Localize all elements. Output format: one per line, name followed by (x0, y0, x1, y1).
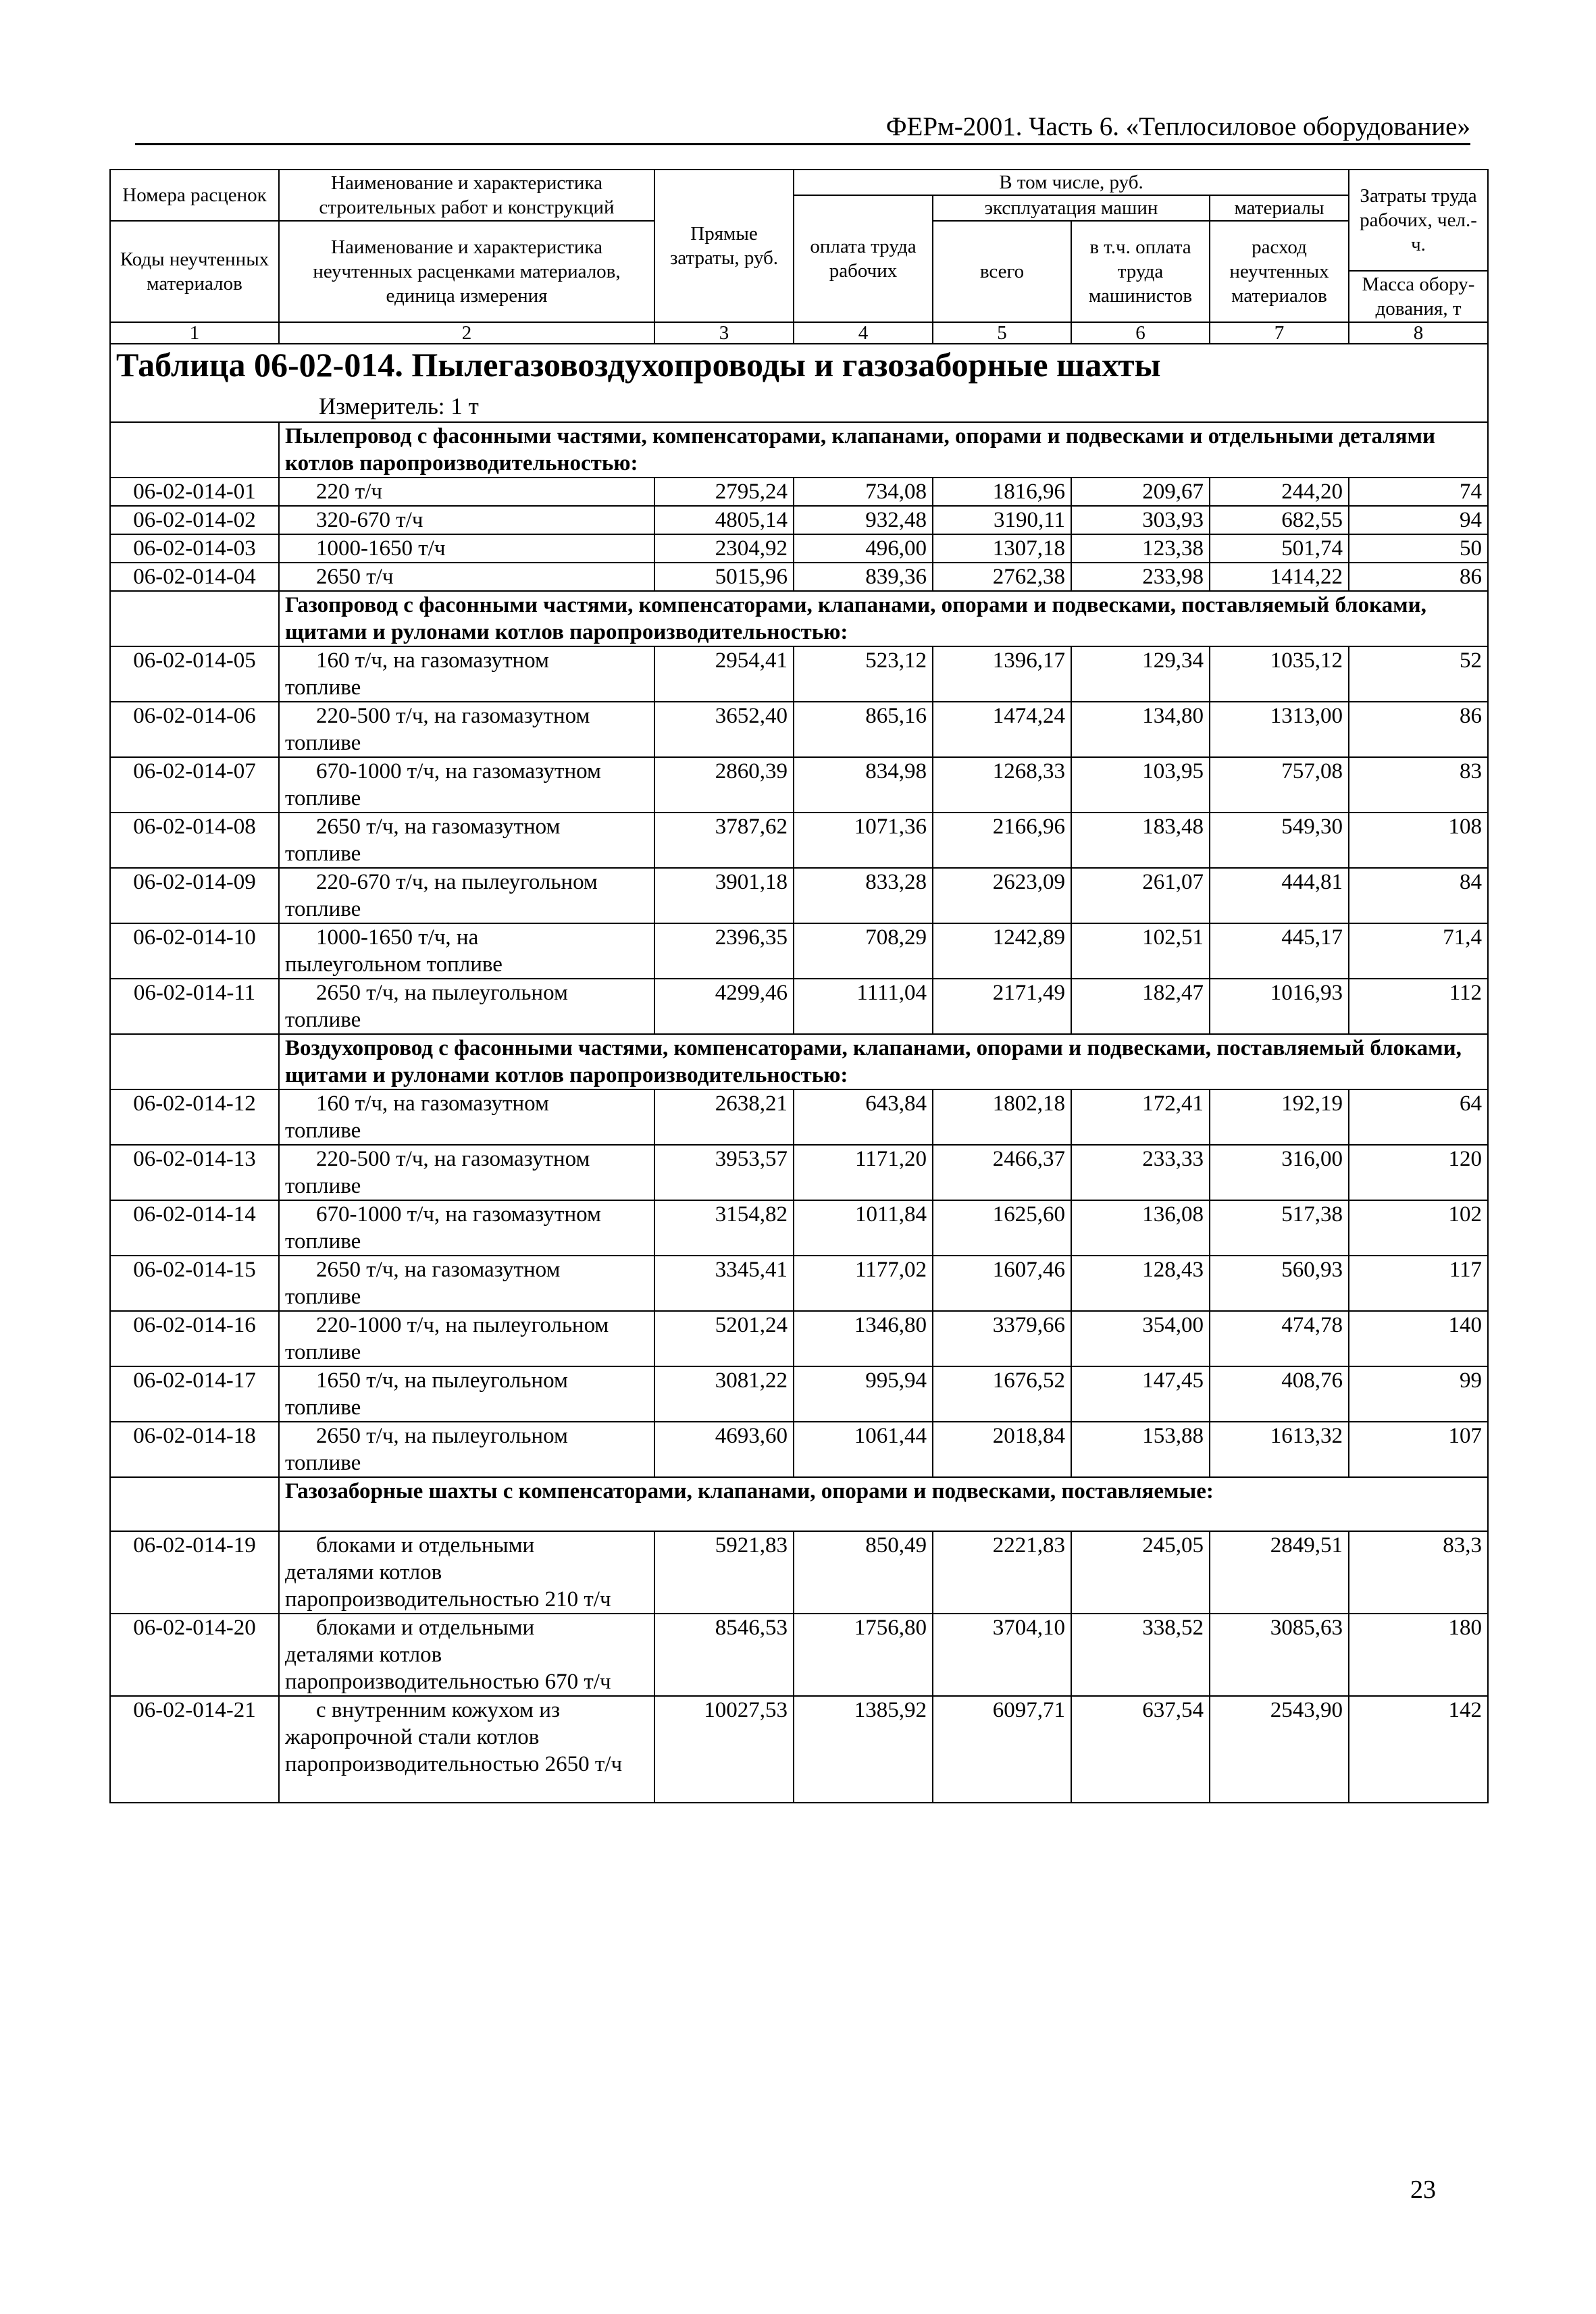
section-heading: Газозаборные шахты с компенсаторами, клапанами, опорами и подвесками, поставляемые: (279, 1477, 1488, 1531)
labor-costs: 64 (1349, 1089, 1488, 1145)
work-name-first: 1000-1650 т/ч, на (316, 925, 479, 950)
machinists-pay: 338,52 (1071, 1614, 1210, 1696)
machines-total: 3190,11 (933, 506, 1071, 534)
col-works-name-header: Наименование и характеристика строительных работ и конструкций (279, 170, 654, 221)
work-name-rest: деталями котлов паропроизводительностью 210 т/ч (285, 1560, 611, 1612)
work-name (279, 979, 654, 1034)
rate-code: 06-02-014-15 (110, 1256, 279, 1311)
table-row (110, 702, 1488, 757)
workers-pay: 1385,92 (794, 1696, 933, 1803)
work-name-rest: жаропрочной стали котлов паропроизводительностью 2650 т/ч (285, 1725, 623, 1776)
labor-costs: 94 (1349, 506, 1488, 534)
materials-consumption: 560,93 (1210, 1256, 1349, 1311)
machinists-pay: 354,00 (1071, 1311, 1210, 1366)
column-number: 4 (794, 322, 933, 344)
workers-pay: 1061,44 (794, 1422, 933, 1477)
labor-costs: 86 (1349, 563, 1488, 591)
direct-costs: 4299,46 (654, 979, 794, 1034)
section-heading-spacer (110, 1034, 279, 1089)
column-number: 6 (1071, 322, 1210, 344)
work-name (279, 1145, 654, 1200)
workers-pay: 834,98 (794, 757, 933, 813)
rate-code: 06-02-014-05 (110, 646, 279, 702)
work-name (279, 702, 654, 757)
work-name-rest: топливе (285, 842, 361, 866)
work-name-text: 2650 т/ч (316, 565, 394, 589)
work-name-first: с внутренним кожухом из (316, 1698, 561, 1722)
materials-consumption: 757,08 (1210, 757, 1349, 813)
rate-code: 06-02-014-09 (110, 868, 279, 923)
machinists-pay: 134,80 (1071, 702, 1210, 757)
machinists-pay: 209,67 (1071, 478, 1210, 506)
table-row (110, 1531, 1488, 1614)
machinists-pay: 136,08 (1071, 1200, 1210, 1256)
work-name (279, 1200, 654, 1256)
machinists-pay: 261,07 (1071, 868, 1210, 923)
work-name (279, 1696, 654, 1803)
col-in-that-number-header: В том числе, руб. (794, 170, 1349, 195)
workers-pay: 1171,20 (794, 1145, 933, 1200)
work-name-rest: пылеугольном топливе (285, 952, 503, 977)
table-title-cell (110, 344, 1488, 422)
machines-total: 1802,18 (933, 1089, 1071, 1145)
direct-costs: 4805,14 (654, 506, 794, 534)
direct-costs: 2638,21 (654, 1089, 794, 1145)
rate-code: 06-02-014-16 (110, 1311, 279, 1366)
machines-total: 1268,33 (933, 757, 1071, 813)
work-name-rest: топливе (285, 1451, 361, 1475)
direct-costs: 2954,41 (654, 646, 794, 702)
machines-total: 2762,38 (933, 563, 1071, 591)
table-row (110, 563, 1488, 591)
workers-pay: 523,12 (794, 646, 933, 702)
labor-costs: 108 (1349, 813, 1488, 868)
direct-costs: 2396,35 (654, 923, 794, 979)
machinists-pay: 123,38 (1071, 534, 1210, 563)
col-machines-total-header: всего (933, 221, 1071, 322)
machinists-pay: 128,43 (1071, 1256, 1210, 1311)
machinists-pay: 303,93 (1071, 506, 1210, 534)
direct-costs: 3081,22 (654, 1366, 794, 1422)
section-heading: Пылепровод с фасонными частями, компенсаторами, клапанами, опорами и подвесками и отдельными деталями котлов паропроизводительностью: (279, 422, 1488, 478)
machinists-pay: 172,41 (1071, 1089, 1210, 1145)
table-row (110, 1366, 1488, 1422)
workers-pay: 839,36 (794, 563, 933, 591)
col-materials-codes-header: Коды неучтенных материалов (110, 221, 279, 322)
machines-total: 1676,52 (933, 1366, 1071, 1422)
table-row (110, 868, 1488, 923)
work-name (279, 1614, 654, 1696)
materials-consumption: 549,30 (1210, 813, 1349, 868)
machines-total: 2623,09 (933, 868, 1071, 923)
rate-code: 06-02-014-21 (110, 1696, 279, 1803)
machinists-pay: 637,54 (1071, 1696, 1210, 1803)
direct-costs: 2795,24 (654, 478, 794, 506)
direct-costs: 10027,53 (654, 1696, 794, 1803)
labor-costs: 52 (1349, 646, 1488, 702)
rate-code: 06-02-014-12 (110, 1089, 279, 1145)
machines-total: 1625,60 (933, 1200, 1071, 1256)
materials-consumption: 2543,90 (1210, 1696, 1349, 1803)
table-row (110, 1422, 1488, 1477)
direct-costs: 4693,60 (654, 1422, 794, 1477)
work-name-first: 160 т/ч, на газомазутном (316, 1091, 549, 1116)
table-row (110, 534, 1488, 563)
workers-pay: 734,08 (794, 478, 933, 506)
work-name (279, 478, 654, 506)
rate-code: 06-02-014-20 (110, 1614, 279, 1696)
section-heading: Воздухопровод с фасонными частями, компенсаторами, клапанами, опорами и подвесками, поставляемый блоками, щитами и рулонами котлов паропроизводительностью: (279, 1034, 1488, 1089)
machinists-pay: 129,34 (1071, 646, 1210, 702)
table-row (110, 1311, 1488, 1366)
section-heading-spacer (110, 1477, 279, 1531)
rate-code: 06-02-014-14 (110, 1200, 279, 1256)
direct-costs: 3953,57 (654, 1145, 794, 1200)
workers-pay: 1756,80 (794, 1614, 933, 1696)
materials-consumption: 445,17 (1210, 923, 1349, 979)
labor-costs: 50 (1349, 534, 1488, 563)
work-name-first: 220-500 т/ч, на газомазутном (316, 1147, 590, 1171)
rate-code: 06-02-014-18 (110, 1422, 279, 1477)
section-heading-spacer (110, 422, 279, 478)
workers-pay: 850,49 (794, 1531, 933, 1614)
direct-costs: 5015,96 (654, 563, 794, 591)
col-materials-name-header: Наименование и характеристика неучтенных расценками материалов, единица измерения (279, 221, 654, 322)
machinists-pay: 183,48 (1071, 813, 1210, 868)
materials-consumption: 444,81 (1210, 868, 1349, 923)
work-name-first: 1650 т/ч, на пылеугольном (316, 1368, 568, 1393)
table-row (110, 1089, 1488, 1145)
machines-total: 2018,84 (933, 1422, 1071, 1477)
section-heading-spacer (110, 591, 279, 646)
work-name (279, 923, 654, 979)
column-number: 5 (933, 322, 1071, 344)
machines-total: 2166,96 (933, 813, 1071, 868)
column-number: 7 (1210, 322, 1349, 344)
work-name-text: 220 т/ч (316, 480, 382, 504)
col-machines-header: эксплуатация машин (933, 195, 1210, 221)
work-name-first: 2650 т/ч, на пылеугольном (316, 1424, 568, 1448)
work-name (279, 813, 654, 868)
machines-total: 3379,66 (933, 1311, 1071, 1366)
machines-total: 1307,18 (933, 534, 1071, 563)
rate-code: 06-02-014-08 (110, 813, 279, 868)
machines-total: 2171,49 (933, 979, 1071, 1034)
table-row (110, 1200, 1488, 1256)
labor-costs: 142 (1349, 1696, 1488, 1803)
labor-costs: 74 (1349, 478, 1488, 506)
work-name-rest: топливе (285, 897, 361, 921)
work-name (279, 534, 654, 563)
table-row (110, 478, 1488, 506)
labor-costs: 83,3 (1349, 1531, 1488, 1614)
work-name (279, 757, 654, 813)
direct-costs: 3154,82 (654, 1200, 794, 1256)
work-name (279, 506, 654, 534)
materials-consumption: 501,74 (1210, 534, 1349, 563)
labor-costs: 99 (1349, 1366, 1488, 1422)
direct-costs: 8546,53 (654, 1614, 794, 1696)
work-name-first: 220-1000 т/ч, на пылеугольном (316, 1313, 609, 1337)
labor-costs: 120 (1349, 1145, 1488, 1200)
table-row (110, 1614, 1488, 1696)
rate-code: 06-02-014-02 (110, 506, 279, 534)
measurer: Измеритель: 1 т (319, 393, 479, 419)
table-row (110, 813, 1488, 868)
table-title: Таблица 06-02-014. Пылегазовоздухопроводы и газозаборные шахты (116, 346, 1161, 384)
direct-costs: 5921,83 (654, 1531, 794, 1614)
column-number: 3 (654, 322, 794, 344)
workers-pay: 496,00 (794, 534, 933, 563)
work-name-text: 1000-1650 т/ч (316, 536, 446, 561)
table-row (110, 979, 1488, 1034)
direct-costs: 3652,40 (654, 702, 794, 757)
work-name-rest: топливе (285, 786, 361, 811)
work-name-rest: топливе (285, 731, 361, 755)
labor-costs: 117 (1349, 1256, 1488, 1311)
work-name-rest: топливе (285, 675, 361, 700)
work-name-rest: деталями котлов паропроизводительностью 670 т/ч (285, 1643, 611, 1694)
col-direct-costs-header: Прямые затраты, руб. (654, 170, 794, 322)
workers-pay: 1071,36 (794, 813, 933, 868)
table-row (110, 757, 1488, 813)
machinists-pay: 102,51 (1071, 923, 1210, 979)
work-name-first: блоками и отдельными (316, 1533, 535, 1558)
table-row (110, 646, 1488, 702)
work-name (279, 1311, 654, 1366)
work-name-rest: топливе (285, 1340, 361, 1364)
work-name-first: 2650 т/ч, на пылеугольном (316, 981, 568, 1005)
table-row (110, 1696, 1488, 1803)
work-name-rest: топливе (285, 1395, 361, 1420)
rate-code: 06-02-014-01 (110, 478, 279, 506)
col-mass-header: Масса обору-дования, т (1349, 271, 1488, 322)
machines-total: 2221,83 (933, 1531, 1071, 1614)
header-rule (135, 143, 1470, 145)
work-name-rest: топливе (285, 1229, 361, 1254)
labor-costs: 107 (1349, 1422, 1488, 1477)
workers-pay: 643,84 (794, 1089, 933, 1145)
materials-consumption: 1414,22 (1210, 563, 1349, 591)
work-name-rest: топливе (285, 1285, 361, 1309)
rate-code: 06-02-014-17 (110, 1366, 279, 1422)
work-name-first: 220-500 т/ч, на газомазутном (316, 704, 590, 728)
machinists-pay: 147,45 (1071, 1366, 1210, 1422)
machines-total: 1474,24 (933, 702, 1071, 757)
work-name-first: 670-1000 т/ч, на газомазутном (316, 759, 601, 783)
labor-costs: 86 (1349, 702, 1488, 757)
section-heading: Газопровод с фасонными частями, компенсаторами, клапанами, опорами и подвесками, поставляемый блоками, щитами и рулонами котлов паропроизводительностью: (279, 591, 1488, 646)
work-name (279, 1089, 654, 1145)
labor-costs: 112 (1349, 979, 1488, 1034)
work-name (279, 1531, 654, 1614)
table-row (110, 506, 1488, 534)
table-row (110, 1256, 1488, 1311)
machines-total: 1242,89 (933, 923, 1071, 979)
col-materials-consumption-header: расход неучтенных материалов (1210, 221, 1349, 322)
work-name (279, 1366, 654, 1422)
machinists-pay: 233,33 (1071, 1145, 1210, 1200)
materials-consumption: 192,19 (1210, 1089, 1349, 1145)
work-name (279, 868, 654, 923)
work-name (279, 1422, 654, 1477)
labor-costs: 102 (1349, 1200, 1488, 1256)
workers-pay: 1011,84 (794, 1200, 933, 1256)
work-name (279, 563, 654, 591)
materials-consumption: 1313,00 (1210, 702, 1349, 757)
col-workers-pay-header: оплата труда рабочих (794, 195, 933, 322)
labor-costs: 71,4 (1349, 923, 1488, 979)
direct-costs: 3901,18 (654, 868, 794, 923)
table-row (110, 923, 1488, 979)
work-name-rest: топливе (285, 1119, 361, 1143)
rate-code: 06-02-014-06 (110, 702, 279, 757)
direct-costs: 3345,41 (654, 1256, 794, 1311)
workers-pay: 995,94 (794, 1366, 933, 1422)
rate-code: 06-02-014-03 (110, 534, 279, 563)
workers-pay: 932,48 (794, 506, 933, 534)
machinists-pay: 245,05 (1071, 1531, 1210, 1614)
machines-total: 2466,37 (933, 1145, 1071, 1200)
col-rate-numbers-header: Номера расценок (110, 170, 279, 221)
rate-code: 06-02-014-07 (110, 757, 279, 813)
direct-costs: 5201,24 (654, 1311, 794, 1366)
materials-consumption: 1016,93 (1210, 979, 1349, 1034)
rate-code: 06-02-014-04 (110, 563, 279, 591)
work-name-first: 220-670 т/ч, на пылеугольном (316, 870, 598, 894)
rate-code: 06-02-014-13 (110, 1145, 279, 1200)
workers-pay: 1346,80 (794, 1311, 933, 1366)
work-name-first: 670-1000 т/ч, на газомазутном (316, 1202, 601, 1227)
rates-table (109, 169, 1489, 1803)
col-labor-header: Затраты труда рабочих, чел.-ч. (1349, 170, 1488, 271)
machines-total: 3704,10 (933, 1614, 1071, 1696)
materials-consumption: 682,55 (1210, 506, 1349, 534)
labor-costs: 180 (1349, 1614, 1488, 1696)
work-name-first: 2650 т/ч, на газомазутном (316, 815, 561, 839)
table-row (110, 1145, 1488, 1200)
workers-pay: 1177,02 (794, 1256, 933, 1311)
machinists-pay: 153,88 (1071, 1422, 1210, 1477)
materials-consumption: 1035,12 (1210, 646, 1349, 702)
work-name-rest: топливе (285, 1008, 361, 1032)
work-name-first: 160 т/ч, на газомазутном (316, 648, 549, 673)
column-number: 8 (1349, 322, 1488, 344)
direct-costs: 3787,62 (654, 813, 794, 868)
direct-costs: 2860,39 (654, 757, 794, 813)
materials-consumption: 517,38 (1210, 1200, 1349, 1256)
page-number: 23 (1410, 2176, 1436, 2204)
labor-costs: 83 (1349, 757, 1488, 813)
workers-pay: 833,28 (794, 868, 933, 923)
materials-consumption: 408,76 (1210, 1366, 1349, 1422)
work-name-text: 320-670 т/ч (316, 508, 423, 532)
workers-pay: 865,16 (794, 702, 933, 757)
materials-consumption: 474,78 (1210, 1311, 1349, 1366)
machinists-pay: 103,95 (1071, 757, 1210, 813)
work-name (279, 646, 654, 702)
col-materials-header: материалы (1210, 195, 1349, 221)
materials-consumption: 1613,32 (1210, 1422, 1349, 1477)
materials-consumption: 244,20 (1210, 478, 1349, 506)
materials-consumption: 2849,51 (1210, 1531, 1349, 1614)
workers-pay: 1111,04 (794, 979, 933, 1034)
work-name-rest: топливе (285, 1174, 361, 1198)
labor-costs: 140 (1349, 1311, 1488, 1366)
rate-code: 06-02-014-10 (110, 923, 279, 979)
col-machinists-pay-header: в т.ч. оплата труда машинистов (1071, 221, 1210, 322)
running-header: ФЕРм-2001. Часть 6. «Теплосиловое оборудование» (885, 112, 1470, 141)
work-name-first: блоками и отдельными (316, 1616, 535, 1640)
direct-costs: 2304,92 (654, 534, 794, 563)
materials-consumption: 316,00 (1210, 1145, 1349, 1200)
machinists-pay: 182,47 (1071, 979, 1210, 1034)
machinists-pay: 233,98 (1071, 563, 1210, 591)
machines-total: 1816,96 (933, 478, 1071, 506)
rate-code: 06-02-014-11 (110, 979, 279, 1034)
work-name-first: 2650 т/ч, на газомазутном (316, 1258, 561, 1282)
workers-pay: 708,29 (794, 923, 933, 979)
column-number: 1 (110, 322, 279, 344)
labor-costs: 84 (1349, 868, 1488, 923)
column-number: 2 (279, 322, 654, 344)
work-name (279, 1256, 654, 1311)
machines-total: 1607,46 (933, 1256, 1071, 1311)
machines-total: 1396,17 (933, 646, 1071, 702)
materials-consumption: 3085,63 (1210, 1614, 1349, 1696)
machines-total: 6097,71 (933, 1696, 1071, 1803)
rate-code: 06-02-014-19 (110, 1531, 279, 1614)
